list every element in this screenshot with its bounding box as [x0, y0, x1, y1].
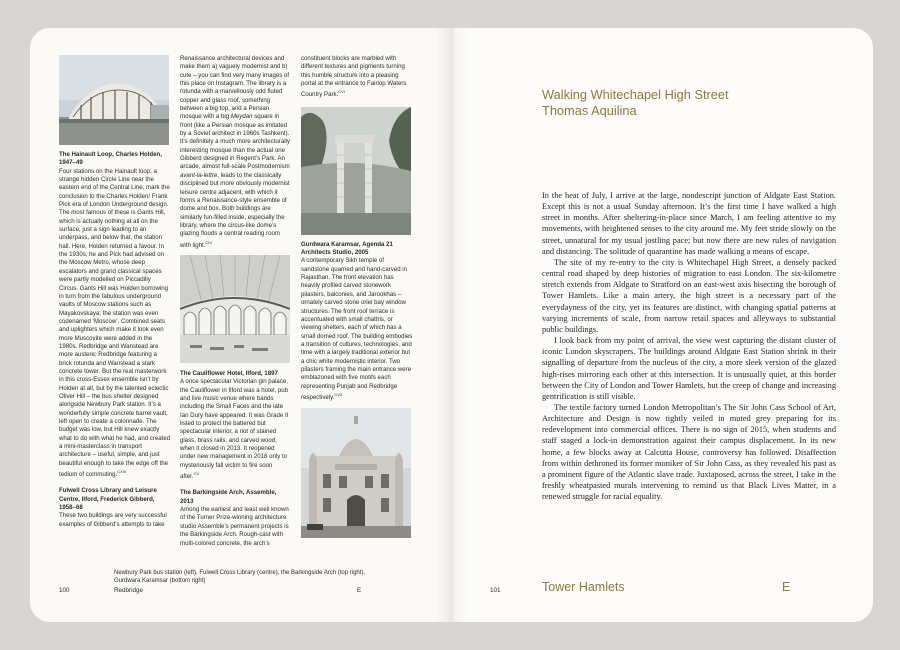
photo-footer-caption: Newbury Park bus station (left), Fulwell Cross Library (centre), the Barkingside Arch (top right), Gurdwara Karamsar (bottom right): [114, 570, 366, 585]
footnote-ref: CV: [193, 471, 200, 477]
text-emphasis: Meydan: [230, 113, 253, 121]
caption-title-fulwell: Fulwell Cross Library and Leisure Centre, Ilford, Frederick Gibberd, 1958–68: [59, 487, 157, 512]
essay-title-block: [542, 87, 729, 118]
text-run: , leads to the classically disciplined but more obviously modernist leisure centre adjacent, with which it forms a Renaissance-style ensemble of dome and box. Both buildings are similarly fun-filled inside, especially the library, where the circus-like dome’s glazing floods a central reading room with light.: [180, 171, 290, 249]
caption-body: A once spectacular Victorian gin palace, the Cauliflower in Ilford was a hotel, pub and live music venue where bands including the Small Faces and the late Ian Dury have appeared. It was Grade II listed to protect the battered but spectacular interior, a riot of stained glass, brass rails, and carved wood, when it closed in 2013. It reopened under new management in 2018 only to mysteriously fall victim to fire soon after.: [180, 378, 289, 481]
caption-title-hainault: The Hainault Loop, Charles Holden, 1947–49: [59, 151, 162, 167]
caption-title-cauliflower: The Cauliflower Hotel, Ilford, 1897: [180, 369, 278, 377]
photo-barkingside-arch: [301, 107, 411, 235]
left-page: [30, 28, 452, 622]
footnote-ref: CXIII: [117, 469, 127, 475]
running-head-borough: Tower Hamlets: [542, 580, 625, 594]
essay-paragraph: The textile factory turned London Metropolitan’s The Sir John Cass School of Art, Architecture and Design is now tightly veiled in muted grey preparing for its redevelopment into commercial offices. There is no sign of 2015, when students and staff staged a lock-in demonstration against their campus displacement. In its new home, a few blocks away at Calcutta House, controversy has followed. Disaffection from within dethroned its former moniker of Sir John Cass, as they revealed his past as a prominent figure of the Atlantic slave trade. Juxtaposed, across the street, I take in the freshly wheatpasted murals intervening to remind us that Black Lives Matter, in a renewed struggle for racial equality.: [542, 402, 836, 502]
text-run: square in front (like a Persian mosque as imitated by a Soviet architect in 1960s Tashkent). It’s definitely a much more architecturally interesting mosque than the actual one Gibberd designed in Regent’s Park. An arcade, almost full-scale Postmodernism: [180, 113, 290, 171]
barkingside-continued-text: [301, 55, 413, 100]
book-spread: [30, 28, 873, 622]
section-name-left: Redbridge: [114, 587, 144, 594]
section-letter-right: E: [782, 580, 791, 594]
caption-body: A contemporary Sikh temple of sandstone quarried and hand-carved in Rajasthan. The front elevation has heavily profiled carved stonework pilasters, balconies, and Jarookhas – ornately carved stone oriel bay window structures. The front roof terrace is accentuated with small chattris, or viewing shelters, each of which has a small domed roof. The building embodies a transition of cultures, technologies, and time with a largely traditional exterior but a chic white modernistic interior. Two pilasters framing the main entrance were emblazoned with five motifs each representing Punjab and Redbridge respectively.: [301, 257, 413, 401]
essay-paragraph: In the heat of July, I arrive at the large, nondescript junction of Aldgate East Station. Except this is not a usual Sunday afternoon. It’s the first time I have walked a high street in months. After sheltering-in-place since March, I am feeling attentive to my movements, with heightened senses to the city around me. My feet stride slowly on the street, unnatural for my usual jostling pace; but now there are new rules of navigation and distancing. The solitude of quarantine has made walking a means of escape.: [542, 191, 836, 256]
book-gutter-shadow: [435, 28, 469, 622]
photo-hainault-bus-station: [59, 55, 169, 145]
section-letter-left: E: [357, 587, 362, 594]
caption-body: Four stations on the Hainault loop, a strange hidden Circle Line near the eastern end of the Central Line, mark the conclusion to the Charles Holden/ Frank Pick era of London Underground design. The most famous of these is Gants Hill, which is actually nothing at all on the surface, just a sign leading to an underpass, and below that, the station hall. Here, Holden returned a favour. In the 1930s, he and Pick had advised on the Moscow Metro, whose deep escalators and grand classical spaces were partly modelled on Piccadilly Circus. Gants Hill was Holden borrowing in turn from the fabulous underground vaults of Moscow stations such as Mayakovskaya; the station was even codenamed ‘Moscow’. Combined seats and uplighters which make it look even more Muscovite were added in the 1980s. Redbridge and Wanstead are more austere; Redbridge featuring a brick rotunda and Wanstead a stark concrete tower. But the real masterwork in this cross-Essex ensemble isn’t by Holden at all, but by the talented eclectic Oliver Hill – the bus shelter designed alongside Newbury Park station. It’s a wonderfully simple concrete barrel vault, left open to create a colonnade. The budget was low, but Hill knew exactly what to do with what he had, and created a mini-masterclass in transport architecture – useful, simple, and just beautiful enough to take the edge off the tedium of commuting.: [59, 167, 171, 479]
photo-gurdwara-karamsar: [301, 408, 411, 538]
caption-text-hainault: [59, 168, 171, 480]
footnote-ref: CVII: [334, 391, 343, 397]
essay-body: [542, 190, 836, 502]
footnote-ref: CVI: [338, 89, 345, 95]
page-number-left: 100: [59, 587, 70, 594]
essay-paragraph: The site of my re-entry to the city is Whitechapel High Street, a densely packed central road shaped by deep histories of migration to east London. The six-kilometre stretch extends from Aldgate to Stratford on an east-west axis bisecting the borough of Tower Hamlets. Like a main artery, the high street is a necessary part of the everydayness of the city, yet its features are distinct, with changing spatial patterns at varying increments of scale, from narrow retail spaces and alleyways to substantial public buildings.: [542, 257, 836, 334]
right-page: [452, 28, 873, 622]
text-emphasis: avant-la-lettre: [180, 171, 218, 179]
left-column-2: [180, 55, 290, 548]
photo-fulwell-library-dome: [180, 255, 290, 363]
caption-title-gurdwara: Gurdwara Karamsar, Agenda 21 Architects Studio, 2005: [301, 240, 393, 257]
left-column-1: [59, 55, 171, 529]
caption-text-barkingside: Among the earliest and least well known of the Turner Prize-winning architecture studio Assemble’s permanent projects is the Barkingside Arch. Rough-cast with multi-colored concrete, the arch’s: [180, 506, 289, 547]
page-number-right: 101: [490, 587, 501, 594]
essay-title: Walking Whitechapel High Street: [542, 87, 729, 102]
essay-paragraph: I look back from my point of arrival, the view west capturing the distant cluster of iconic London skyscrapers. The buildings around Aldgate East Station shrink in their signalling of departure from the nucleus of the city, a more sleek version of the glazed high-rises mirroring each other at this intersection. It is unusually quiet, at this border between the City of London and Tower Hamlets, but the creep of change and increasing gentrification is still visible.: [542, 336, 836, 401]
footnote-ref: CIV: [205, 239, 213, 245]
fulwell-continued-text: [180, 55, 290, 250]
caption-title-barkingside: The Barkingside Arch, Assemble, 2013: [180, 489, 277, 505]
essay-author: Thomas Aquilina: [542, 102, 637, 118]
text-run: constituent blocks are marbled with different textures and pigments turning this humble structure into a pleasing portal at the entrance to Fairlop Waters Country Park.: [301, 55, 407, 99]
text-run: Renaissance architectural devices and make them a) vaguely modernist and b) cute – you can find very many images of this place on Instagram. The library is a rotunda with a marvellously odd fluted copper and glass roof, something between a big top, and a Persian mosque with a big: [180, 55, 290, 121]
caption-text-gurdwara: [301, 257, 413, 402]
left-column-3: [301, 55, 413, 538]
caption-text-cauliflower: [180, 378, 290, 481]
caption-text-fulwell: These two buildings are very successful examples of Gibberd’s attempts to take: [59, 512, 167, 528]
